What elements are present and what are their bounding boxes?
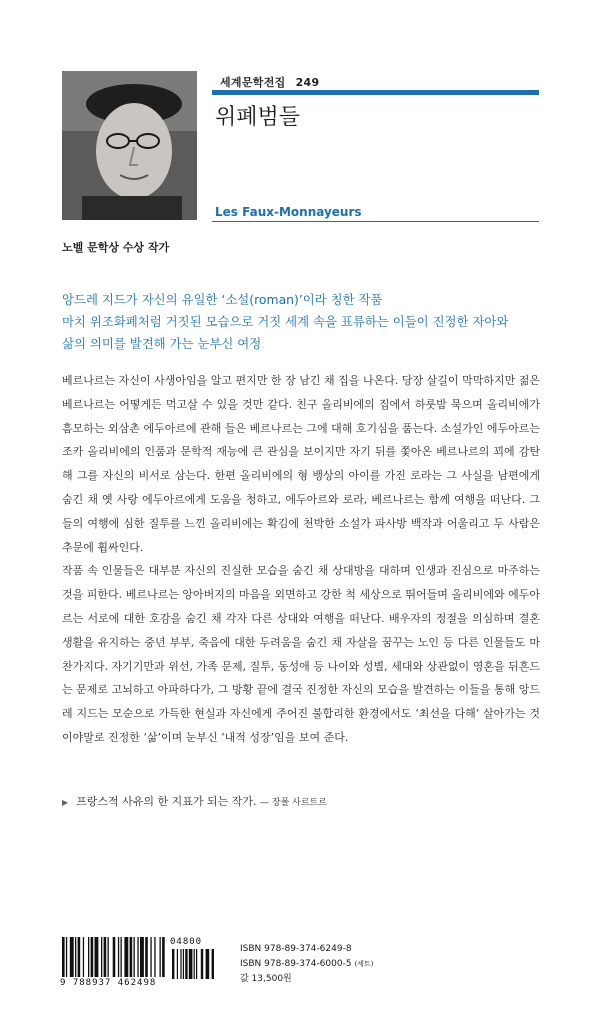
author-portrait-photo [62,71,197,220]
book-title-korean: 위폐범들 [215,105,301,130]
award-label: 노벨 문학상 수상 작가 [62,241,170,254]
tagline-line: 앙드레 지드가 자신의 유일한 ‘소설(roman)’이라 칭한 작품 [62,292,383,307]
synopsis-paragraph: 작품 속 인물들은 대부분 자신의 진실한 모습을 숨긴 채 상대방을 대하며 인생과 진심으로 마주하는 것을 피한다. 베르나르는 앙아버지의 마음을 외면하고 강한 척 세상으로 뛰어들며 올리비에와 에두아르는 서로에 대한 호감을 숨긴 채 각자 다른 상대와 여행을 떠난다. 배우자의 정절을 의심하며 결혼 생활을 유지하는 중년 부부, 죽음에 대한 두려움을 숨긴 채 자살을 꿈꾸는 노인 등 다른 인물들도 마찬가지다. 자기기만과 위선, 가족 문제, 질투, 동성애 등 나이와 성별, 세대와 상관없이 영혼을 뒤흔드는 문제로 고뇌하고 아파하다가, 그 방황 끝에 결국 진정한 자신의 모습을 발견하는 이들을 통해 앙드레 지드는 모순으로 가득한 현실과 자신에게 주어진 불합리한 환경에서도 ‘최선을 다해’ 살아가는 것이야말로 진정한 ‘삶’이며 눈부신 ‘내적 성장’임을 보여 준다. [62,564,540,744]
isbn-set-note: (세트) [354,960,374,968]
tagline-line: 삶의 의미를 발견해 가는 눈부신 여정 [62,336,262,351]
isbn-block [240,942,373,987]
author-portrait-svg [62,71,197,220]
triangle-right-icon: ▶ [62,798,69,807]
isbn-line: ISBN 978-89-374-6000-5 [240,959,352,969]
series-number: 249 [295,76,320,89]
price-label: 값 13,500원 [240,974,292,984]
barcode-addon-number: 04800 [170,937,203,947]
series-name: 세계문학전집 [220,76,286,89]
review-quote [62,793,542,809]
book-title-original: Les Faux-Monnayeurs [215,205,362,219]
synopsis-paragraph: 베르나르는 자신이 사생아임을 알고 편지만 한 장 남긴 채 집을 나온다. 당장 살길이 막막하지만 젊은 베르나르는 어떻게든 먹고살 수 있을 것만 같다. 친구 올리비에의 집에서 하룻밤 묵으며 올리비에가 흠모하는 외삼촌 에두아르에 관해 들은 베르나르는 그에 대해 호기심을 품는다. 소설가인 에두아르는 조카 올리비에의 인품과 문학적 재능에 큰 관심을 보이지만 자기 뒤를 쫓아온 베르나르의 꾀에 감탄해 그를 자신의 비서로 삼는다. 한편 올리비에의 형 뱅상의 아이를 가진 로라는 그 사실을 남편에게 숨긴 채 옛 사랑 에두아르에게 도움을 청하고, 에두아르와 로라, 베르나르는 함께 여행을 떠난다. 그들의 여행에 심한 질투를 느낀 올리비에는 확김에 천박한 소설가 파사방 백작과 어울리고 두 사람은 추문에 휩싸인다. [62,374,540,554]
series-label [220,74,319,90]
quote-text: 프랑스적 사유의 한 지표가 되는 작가. [76,795,257,808]
tagline [62,289,542,355]
header-rule [212,90,539,95]
synopsis [62,369,540,750]
title-rule [212,221,539,222]
quote-attribution: — 장폴 사르트르 [260,798,327,808]
tagline-line: 마치 위조화폐처럼 거짓된 모습으로 거짓 세계 속을 표류하는 이들이 진정한 자아와 [62,314,509,329]
isbn-line-set [240,957,373,972]
isbn-line: ISBN 978-89-374-6249-8 [240,944,352,954]
barcode-digits: 9 788937 462498 [60,978,157,988]
